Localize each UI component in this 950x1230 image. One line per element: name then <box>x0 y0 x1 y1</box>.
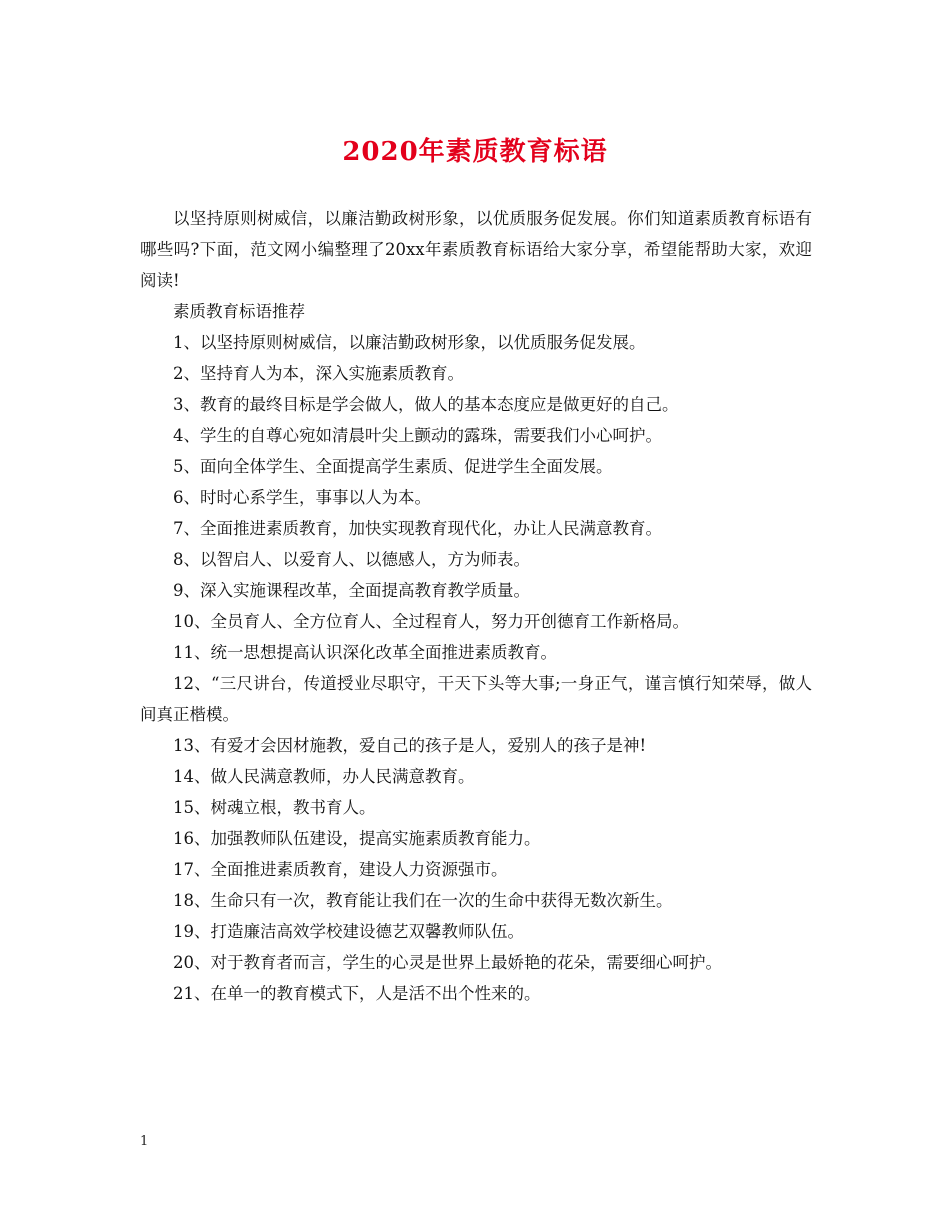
list-item: 1、以坚持原则树威信，以廉洁勤政树形象，以优质服务促发展。 <box>173 333 646 352</box>
list-item: 18、生命只有一次，教育能让我们在一次的生命中获得无数次新生。 <box>173 891 673 910</box>
document-body <box>140 203 812 1009</box>
list-item: 21、在单一的教育模式下，人是活不出个性来的。 <box>173 984 541 1003</box>
slogan-list <box>140 327 812 1009</box>
list-item: 6、时时心系学生，事事以人为本。 <box>173 488 431 507</box>
list-item: 8、以智启人、以爱育人、以德感人，方为师表。 <box>173 550 530 569</box>
list-item: 13、有爱才会因材施教，爱自己的孩子是人，爱别人的孩子是神! <box>173 736 647 755</box>
list-item: 7、全面推进素质教育，加快实现教育现代化，办让人民满意教育。 <box>173 519 662 538</box>
list-item: 11、统一思想提高认识深化改革全面推进素质教育。 <box>173 643 557 662</box>
list-item: 19、打造廉洁高效学校建设德艺双馨教师队伍。 <box>173 922 524 941</box>
intro-paragraph: 以坚持原则树威信，以廉洁勤政树形象，以优质服务促发展。你们知道素质教育标语有哪些吗?下面，范文网小编整理了20xx年素质教育标语给大家分享，希望能帮助大家，欢迎阅读! <box>140 209 812 290</box>
page-number: 1 <box>140 1134 149 1149</box>
document-title: 2020年素质教育标语 <box>342 137 608 167</box>
section-heading: 素质教育标语推荐 <box>173 302 305 321</box>
list-item: 20、对于教育者而言，学生的心灵是世界上最娇艳的花朵，需要细心呵护。 <box>173 953 722 972</box>
list-item: 9、深入实施课程改革，全面提高教育教学质量。 <box>173 581 530 600</box>
list-item: 10、全员育人、全方位育人、全过程育人，努力开创德育工作新格局。 <box>173 612 689 631</box>
list-item: 2、坚持育人为本，深入实施素质教育。 <box>173 364 464 383</box>
list-item: 5、面向全体学生、全面提高学生素质、促进学生全面发展。 <box>173 457 613 476</box>
list-item: 15、树魂立根，教书育人。 <box>173 798 376 817</box>
list-item: 12、“三尺讲台，传道授业尽职守，干天下头等大事;一身正气，谨言慎行知荣辱，做人间真正楷模。 <box>140 674 812 724</box>
list-item: 16、加强教师队伍建设，提高实施素质教育能力。 <box>173 829 541 848</box>
list-item: 14、做人民满意教师，办人民满意教育。 <box>173 767 475 786</box>
list-item: 4、学生的自尊心宛如清晨叶尖上颤动的露珠，需要我们小心呵护。 <box>173 426 662 445</box>
list-item: 17、全面推进素质教育，建设人力资源强市。 <box>173 860 508 879</box>
list-item: 3、教育的最终目标是学会做人，做人的基本态度应是做更好的自己。 <box>173 395 679 414</box>
